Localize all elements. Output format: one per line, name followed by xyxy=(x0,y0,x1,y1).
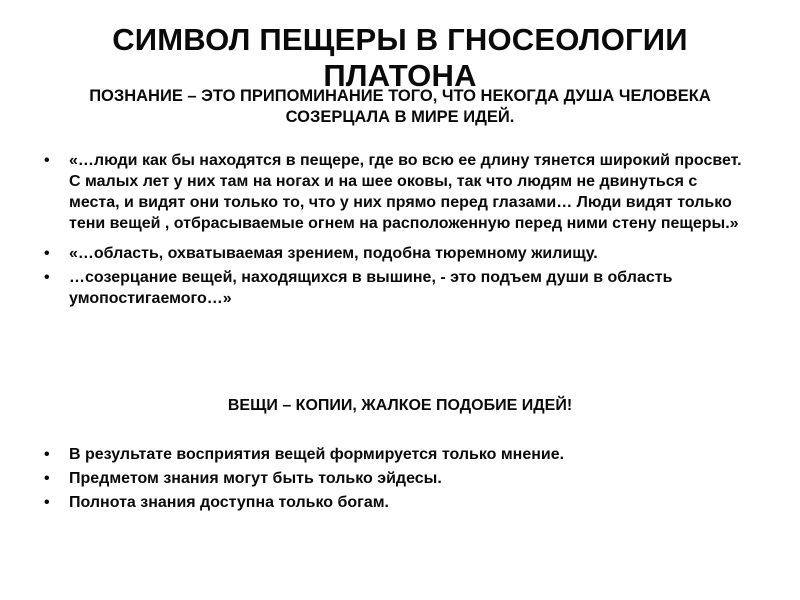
quote-text: «…область, охватываемая зрением, подобна тюремному жилищу. xyxy=(69,245,598,262)
slide-subtitle: ПОЗНАНИЕ – ЭТО ПРИПОМИНАНИЕ ТОГО, ЧТО НЕКОГДА ДУША ЧЕЛОВЕКА СОЗЕРЦАЛА В МИРЕ ИДЕЙ. xyxy=(89,87,711,126)
bullet-icon: • xyxy=(44,245,50,262)
quote-text: …созерцание вещей, находящихся в вышине, - это подъем души в область умопостигаемого…» xyxy=(69,269,673,307)
bullet-icon: • xyxy=(44,494,50,511)
emphasis-statement: ВЕЩИ – КОПИИ, ЖАЛКОЕ ПОДОБИЕ ИДЕЙ! xyxy=(227,397,573,414)
bullet-icon: • xyxy=(44,470,50,487)
conclusion-text: Предметом знания могут быть только эйдесы. xyxy=(69,470,442,487)
list-item xyxy=(44,243,750,264)
quote-text: «…люди как бы находятся в пещере, где во всю ее длину тянется широкий просвет. С малых лет у них там на ногах и на шее оковы, так что людям не двинуться с места, и видят они только то, что у них прямо перед глазами… Люди видят только тени вещей , отбрасываемые огнем на расположенную перед ними стену пещеры.» xyxy=(69,152,742,232)
quote-list xyxy=(44,150,750,309)
bullet-icon: • xyxy=(44,269,50,286)
list-item xyxy=(44,150,750,234)
bullet-icon: • xyxy=(44,152,50,169)
bullet-icon: • xyxy=(44,446,50,463)
list-item xyxy=(44,492,750,513)
slide-title: СИМВОЛ ПЕЩЕРЫ В ГНОСЕОЛОГИИ ПЛАТОНА xyxy=(112,22,688,93)
conclusion-text: Полнота знания доступна только богам. xyxy=(69,494,389,511)
list-item xyxy=(44,468,750,489)
list-item xyxy=(44,267,750,309)
conclusion-text: В результате восприятия вещей формируется только мнение. xyxy=(69,446,565,463)
conclusion-list xyxy=(44,444,750,516)
list-item xyxy=(44,444,750,465)
